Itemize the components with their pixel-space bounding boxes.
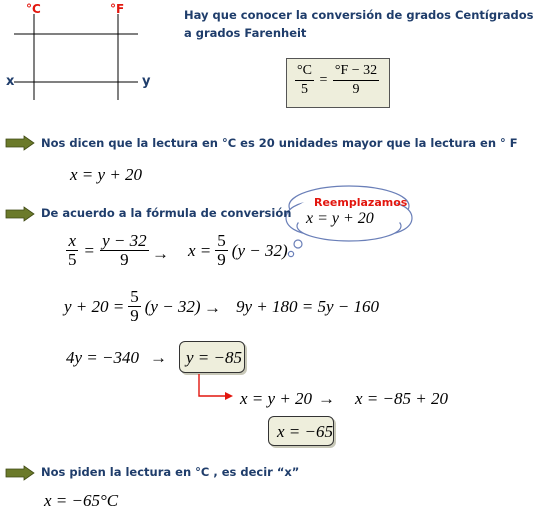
formula-num-left: °C <box>295 62 314 81</box>
equation-1-result <box>188 232 288 269</box>
eq2-arrow: → <box>204 298 221 317</box>
label-celsius: °C <box>26 2 41 16</box>
arrow-right-icon <box>6 466 34 480</box>
eq2-num: 5 <box>130 287 139 306</box>
eq1-equals: = <box>84 240 95 260</box>
equation-4-result: x = −85 + 20 <box>355 389 448 408</box>
connector-arrow-icon <box>195 374 235 404</box>
label-x: x <box>6 74 15 89</box>
intro-text <box>184 6 534 42</box>
step2-heading: De acuerdo a la fórmula de conversión <box>41 206 292 220</box>
cloud-title: Reemplazamos <box>314 196 408 209</box>
step1-equation: x = y + 20 <box>70 165 143 184</box>
eq1-res-post: (y − 32) <box>231 240 288 260</box>
eq1-res-den: 9 <box>217 250 226 269</box>
eq1-res-num: 5 <box>217 231 226 250</box>
step1-heading: Nos dicen que la lectura en °C es 20 unidades mayor que la lectura en ° F <box>41 136 518 150</box>
equation-1 <box>64 232 151 269</box>
intro-line-1: Hay que conocer la conversión de grados Centígrados <box>184 8 534 22</box>
equation-3: 4y = −340 <box>66 348 139 367</box>
label-fahrenheit: °F <box>110 2 125 16</box>
equation-5: x = −65 <box>277 422 333 441</box>
formula-equals: = <box>319 72 328 88</box>
eq1-num-left: x <box>68 231 77 250</box>
equation-3-result: y = −85 <box>186 348 242 367</box>
eq2-pre: y + 20 = <box>64 296 125 316</box>
eq1-den-left: 5 <box>68 250 77 269</box>
conversion-formula <box>293 62 381 99</box>
step3-heading: Nos piden la lectura en °C , es decir “x” <box>41 465 300 479</box>
intro-line-2: a grados Farenheit <box>184 26 307 40</box>
arrow-right-icon <box>6 207 34 221</box>
arrow-right-icon <box>6 136 34 150</box>
equation-2 <box>64 288 201 325</box>
formula-den-right: 9 <box>352 82 360 97</box>
cloud-equation: x = y + 20 <box>306 210 374 227</box>
eq1-arrow: → <box>152 244 169 263</box>
equation-2-result: 9y + 180 = 5y − 160 <box>236 297 380 316</box>
label-y: y <box>142 74 151 89</box>
formula-den-left: 5 <box>300 82 308 97</box>
eq1-den-right: 9 <box>120 250 129 269</box>
eq1-res-pre: x = <box>188 240 212 260</box>
result-box-y <box>179 341 245 373</box>
equation-4: x = y + 20 <box>240 389 313 408</box>
formula-num-right: °F − 32 <box>333 62 379 81</box>
result-box-x <box>268 416 334 446</box>
diagram-lines <box>0 0 160 110</box>
eq1-num-right: y − 32 <box>102 231 147 250</box>
final-answer: x = −65°C <box>44 491 119 510</box>
eq2-den: 9 <box>130 306 139 325</box>
eq2-post: (y − 32) <box>144 296 201 316</box>
eq4-arrow: → <box>318 389 335 408</box>
conversion-formula-box <box>286 58 390 108</box>
eq3-arrow: → <box>150 348 167 367</box>
